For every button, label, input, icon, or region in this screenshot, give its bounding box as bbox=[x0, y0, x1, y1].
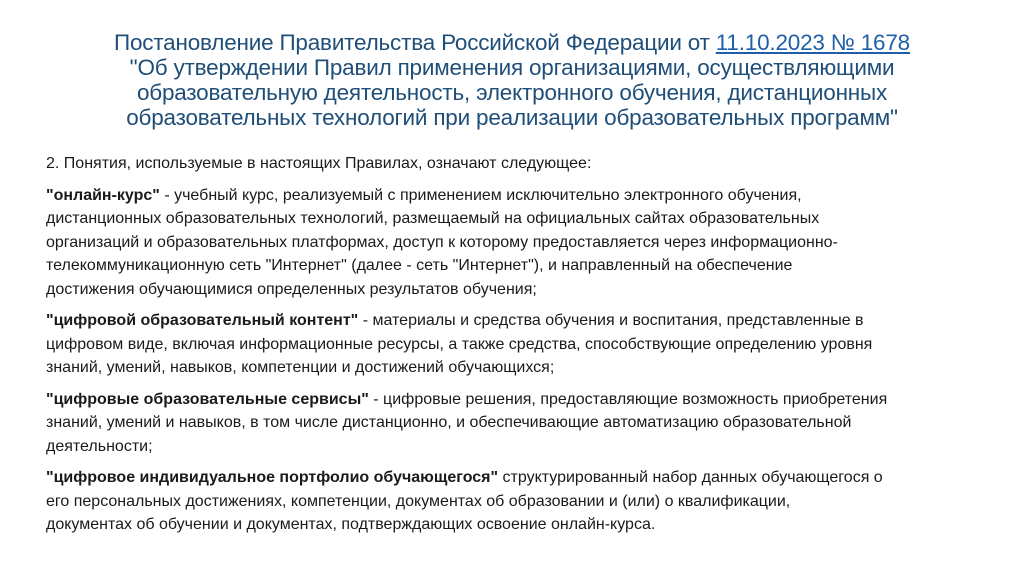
title-line-1 bbox=[30, 30, 994, 55]
definition-line: деятельности; bbox=[46, 437, 153, 455]
definition-line bbox=[46, 388, 996, 412]
definition-digital-services bbox=[46, 388, 996, 459]
definition-text: структурированный набор данных обучающегося о bbox=[498, 469, 883, 486]
decree-link[interactable]: 11.10.2023 № 1678 bbox=[715, 30, 910, 55]
definition-digital-portfolio bbox=[46, 466, 996, 537]
slide-title bbox=[30, 30, 994, 130]
definition-line: документах об обучении и документах, подтверждающих освоение онлайн-курса. bbox=[46, 516, 656, 533]
definition-line bbox=[46, 309, 996, 333]
definition-text: - материалы и средства обучения и воспитания, представленные в bbox=[358, 312, 864, 329]
definition-text: - цифровые решения, предоставляющие возможность приобретения bbox=[368, 390, 888, 408]
definition-line: достижения обучающимися определенных результатов обучения; bbox=[46, 280, 537, 298]
definition-line bbox=[46, 184, 996, 208]
title-line-2: "Об утверждении Правил применения организациями, осуществляющими bbox=[129, 55, 895, 80]
definition-digital-content bbox=[46, 309, 996, 380]
definition-line: организаций и образовательных платформах, доступ к которому предоставляется через информационно- bbox=[46, 233, 838, 251]
definition-line bbox=[46, 466, 996, 490]
intro-paragraph: 2. Понятия, используемые в настоящих Правилах, означают следующее: bbox=[46, 155, 592, 172]
definition-term: "цифровое индивидуальное портфолио обучающегося" bbox=[46, 469, 499, 486]
definition-term: "онлайн-курс" bbox=[46, 186, 160, 204]
title-line-4: образовательных технологий при реализации образовательных программ" bbox=[126, 105, 898, 130]
title-line-1-prefix: Постановление Правительства Российской Федерации от bbox=[113, 30, 716, 55]
definition-line: его персональных достижениях, компетенции, документах об образовании и (или) о квалификации, bbox=[46, 492, 791, 510]
definition-line: знаний, умений, навыков, компетенции и достижений обучающихся; bbox=[46, 359, 555, 376]
definition-line: знаний, умений и навыков, в том числе дистанционно, и обеспечивающие автоматизацию образовательной bbox=[46, 414, 852, 431]
title-line-3: образовательную деятельность, электронного обучения, дистанционных bbox=[136, 80, 888, 105]
slide-body bbox=[46, 152, 996, 545]
definition-term: "цифровые образовательные сервисы" bbox=[46, 390, 369, 408]
definition-line: цифровом виде, включая информационные ресурсы, а также средства, способствующие определению уровня bbox=[46, 335, 873, 353]
definition-line: телекоммуникационную сеть "Интернет" (далее - сеть "Интернет"), и направленный на обеспечение bbox=[46, 257, 793, 274]
definition-text: - учебный курс, реализуемый с применением исключительно электронного обучения, bbox=[159, 186, 802, 204]
definition-line: дистанционных образовательных технологий, размещаемый на официальных сайтах образовательных bbox=[46, 210, 820, 227]
definition-term: "цифровой образовательный контент" bbox=[46, 312, 359, 329]
definition-online-course bbox=[46, 184, 996, 302]
